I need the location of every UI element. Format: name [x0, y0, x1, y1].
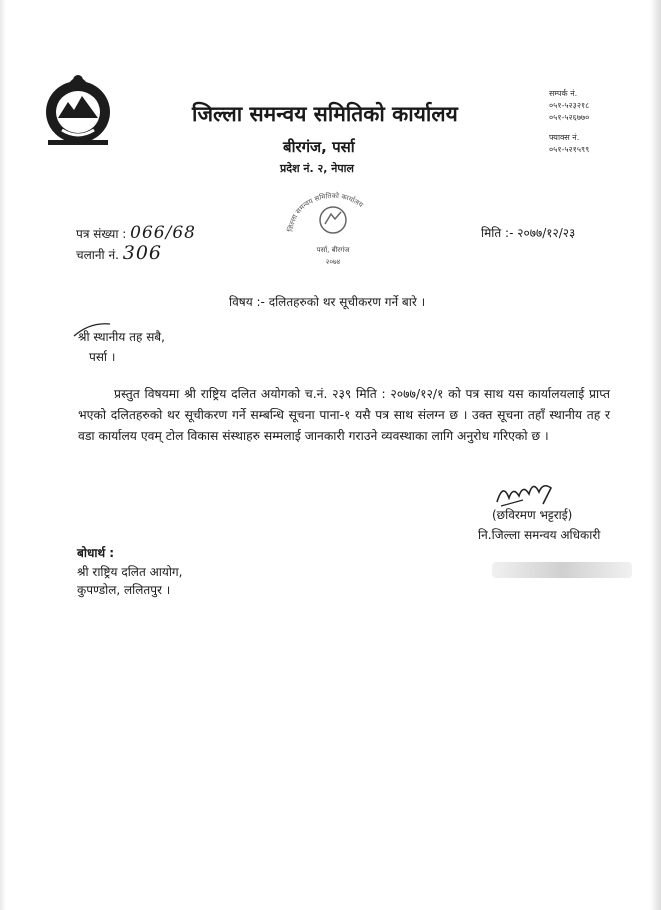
- office-stamp: [283, 190, 383, 270]
- office-province: प्रदेश नं. २, नेपाल: [280, 162, 354, 175]
- cc-line-2: कुपण्डोल, ललितपुर ।: [77, 583, 171, 597]
- subject-text: दलितहरुको थर सूचीकरण गर्ने बारे ।: [268, 295, 426, 309]
- contact-block: [549, 88, 589, 156]
- stamp-ring-text: जिल्ला समन्वय समितिको कार्यालय: [286, 191, 365, 233]
- cc-label: बोधार्थ :: [77, 546, 115, 560]
- phone-number-1: ०५१-५२३२१८: [549, 101, 590, 110]
- letter-number-label: पत्र संख्या :: [76, 227, 127, 241]
- letter-number-value: 066/68: [130, 223, 196, 243]
- cc-line-1: श्री राष्ट्रिय दलित आयोग,: [77, 565, 183, 579]
- hand-mark-icon: [72, 320, 112, 340]
- stamp-year: २०७४: [325, 258, 341, 266]
- dispatch-number-value: 306: [122, 242, 163, 264]
- date-row: [481, 224, 575, 241]
- subject-line: [229, 293, 425, 310]
- faint-stamp-mark: [492, 562, 632, 578]
- date-value: २०७७/१२/२३: [517, 226, 576, 240]
- fax-number: ०५१-५२१५९९: [549, 145, 590, 154]
- signature-icon: [493, 474, 563, 510]
- date-label: मिति :-: [481, 226, 514, 240]
- dispatch-number-label: चलानी नं.: [76, 248, 119, 262]
- signatory-name: (छविरमण भट्टराई): [492, 508, 573, 522]
- office-name: जिल्ला समन्वय समितिको कार्यालय: [192, 102, 458, 126]
- recipient-line-1: श्री स्थानीय तह सबै,: [78, 330, 165, 344]
- fax-label: फ्याक्स नं.: [549, 133, 580, 142]
- stamp-place: पर्सा, बीरगंज: [316, 246, 350, 254]
- office-city: बीरगंज, पर्सा: [283, 138, 355, 156]
- recipient-line-2: पर्सा ।: [89, 350, 116, 364]
- body-paragraph: प्रस्तुत विषयमा श्री राष्ट्रिय दलित अयोगको च.नं. २३९ मिति : २०७७/१२/१ को पत्र साथ यस कार्यालयलाई प्राप्त भएको दलितहरुको थर सूचीकरण गर्ने सम्बन्धि सूचना पाना-१ यसै पत्र साथ संलग्न छ । उक्त सूचना तहाँ स्थानीय तह र वडा कार्यालय एवम् टोल विकास संस्थाहरु सम्मलाई जानकारी गराउने व्यवस्थाका लागि अनुरोध गरिएको छ ।: [78, 387, 610, 443]
- dispatch-number-row: [76, 242, 162, 264]
- phone-number-2: ०५१-५२६७७०: [549, 113, 590, 122]
- letter-number-row: [76, 223, 196, 243]
- signatory-designation: नि.जिल्ला समन्वय अधिकारी: [478, 528, 601, 542]
- subject-label: विषय :-: [229, 295, 265, 309]
- phone-label: सम्पर्क नं.: [549, 89, 578, 98]
- government-emblem-icon: [40, 68, 116, 148]
